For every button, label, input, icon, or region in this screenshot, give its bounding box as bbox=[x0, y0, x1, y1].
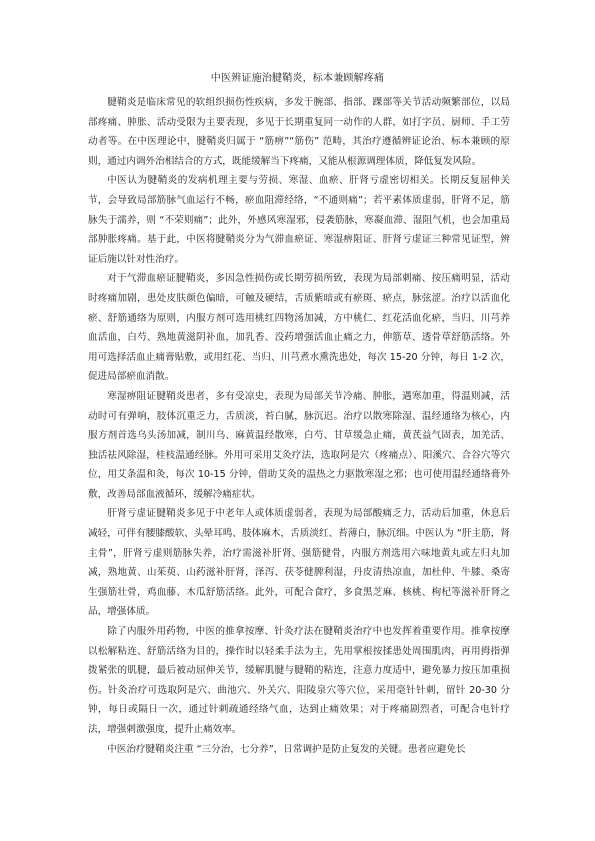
paragraph-massage-acupuncture: 除了内服外用药物，中医的推拿按摩、针灸疗法在腱鞘炎治疗中也发挥着重要作用。推拿按摩以松解粘连、舒筋活络为目的，操作时以轻柔手法为主，先用掌根按揉患处周围肌肉，再用拇指弹拨紧张的肌腱，最后被动屈伸关节，缓解肌腱与腱鞘的粘连，注意力度适中，避免暴力按压加重损伤。针灸治疗可选取阿是穴、曲池穴、外关穴、阳陵泉穴等穴位，采用毫针针刺，留针 20-30 分钟，每日或隔日一次，通过针刺疏通经络气血，达到止痛效果；对于疼痛剧烈者，可配合电针疗法，增强刺激强度，提升止痛效率。 bbox=[88, 626, 510, 735]
document-title: 中医辨证施治腱鞘炎，标本兼顾解疼痛 bbox=[210, 73, 385, 84]
document-body bbox=[88, 93, 510, 759]
paragraph-liver-kidney: 肝肾亏虚证腱鞘炎多见于中老年人或体质虚弱者，表现为局部酸痛乏力，活动后加重，休息后减轻，可伴有腰膝酸软、头晕耳鸣、肢体麻木，舌质淡红、苔薄白，脉沉细。中医认为 “肝主筋，肾主骨”，肝肾亏虚则筋脉失养，治疗需滋补肝肾、强筋健骨，内服方剂选用六味地黄丸或左归丸加减，熟地黄、山茱萸、山药滋补肝肾，泽泻、茯苓健脾利湿，丹皮清热凉血，加杜仲、牛膝、桑寄生强筋壮骨，鸡血藤、木瓜舒筋活络。此外，可配合食疗，多食黑芝麻、核桃、枸杞等滋补肝肾之品，增强体质。 bbox=[88, 508, 510, 618]
paragraph-cold-damp: 寒湿痹阻证腱鞘炎患者，多有受凉史，表现为局部关节冷痛、肿胀，遇寒加重，得温则减，活动时可有弹响，肢体沉重乏力，舌质淡，苔白腻，脉沉迟。治疗以散寒除湿、温经通络为核心，内服方剂首选乌头汤加减，制川乌、麻黄温经散寒，白芍、甘草缓急止痛，黄芪益气固表，加羌活、独活祛风除湿，桂枝温通经脉。外用可采用艾灸疗法，选取阿是穴（疼痛点）、阳溪穴、合谷穴等穴位，用艾条温和灸，每次 10-15 分钟，借助艾灸的温热之力驱散寒湿之邪；也可使用温经通络膏外敷，改善局部血液循环，缓解冷痛症状。 bbox=[88, 390, 510, 500]
paragraph-daily-care: 中医治疗腱鞘炎注重 “三分治，七分养”，日常调护是防止复发的关键。患者应避免长 bbox=[107, 743, 466, 755]
paragraph-intro: 腱鞘炎是临床常见的软组织损伤性疾病，多发于腕部、指部、踝部等关节活动频繁部位，以局部疼痛、肿胀、活动受限为主要表现，多见于长期重复同一动作的人群，如打字员、厨师、手工劳动者等。在中医理论中，腱鞘炎归属于 “筋痹”“筋伤” 范畴，其治疗遵循辨证论治、标本兼顾的原则，通过内调外治相结合的方式，既能缓解当下疼痛，又能从根源调理体质，降低复发风险。 bbox=[88, 97, 510, 167]
paragraph-qi-stagnation: 对于气滞血瘀证腱鞘炎，多因急性损伤或长期劳损所致，表现为局部刺痛、按压痛明显，活动时疼痛加剧，患处皮肤颜色偏暗，可触及硬结，舌质紫暗或有瘀斑、瘀点，脉弦涩。治疗以活血化瘀、舒筋通络为原则，内服方剂可选用桃红四物汤加减，方中桃仁、红花活血化瘀，当归、川芎养血活血，白芍、熟地黄滋阴补血，加乳香、没药增强活血止痛之力，伸筋草、透骨草舒筋活络。外用可选择活血止痛膏贴敷，或用红花、当归、川芎煮水熏洗患处，每次 15-20 分钟，每日 1-2 次，促进局部瘀血消散。 bbox=[88, 273, 510, 383]
paragraph-pathogenesis: 中医认为腱鞘炎的发病机理主要与劳损、寒湿、血瘀、肝肾亏虚密切相关。长期反复屈伸关节，会导致局部筋脉气血运行不畅，瘀血阻滞经络，“不通则痛”；若平素体质虚弱，肝肾不足，筋脉失于濡养，则 “不荣则痛”；此外，外感风寒湿邪，侵袭筋脉，寒凝血滞、湿阻气机，也会加重局部肿胀疼痛。基于此，中医将腱鞘炎分为气滞血瘀证、寒湿痹阻证、肝肾亏虚证三种常见证型，辨证后施以针对性治疗。 bbox=[88, 175, 510, 265]
